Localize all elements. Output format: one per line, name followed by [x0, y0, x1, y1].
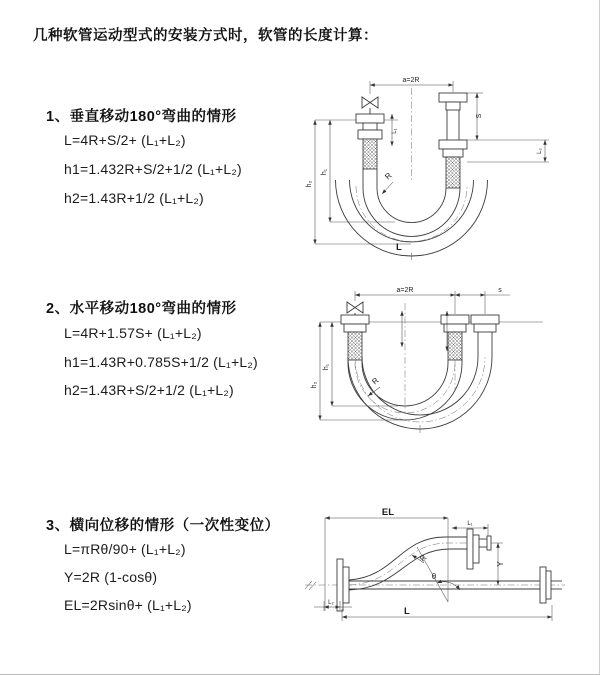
formula-line: EL=2Rsinθ+ (L₁+L₂) — [64, 597, 192, 613]
section-2-heading: 2、水平移动180°弯曲的情形 — [46, 301, 237, 317]
hose-s-curve — [349, 537, 467, 590]
diagram-horizontal-180-bend — [310, 285, 595, 465]
center-tick — [416, 425, 424, 433]
left-fitting — [356, 114, 384, 139]
dim-label-el: EL — [381, 507, 395, 518]
valve-icon — [347, 302, 363, 315]
right-fitting-lower — [439, 140, 467, 157]
hose-braid-right — [446, 157, 460, 188]
diagram-vertical-180-bend — [295, 68, 595, 263]
hose-braid-left — [363, 139, 377, 169]
dim-label-s: s — [498, 287, 502, 294]
section-3-heading: 3、横向位移的情形（一次性变位） — [46, 518, 280, 534]
dim-label-h2: h₂ — [306, 180, 313, 188]
dim-label-theta: θ — [431, 572, 437, 581]
dimension-l — [342, 605, 552, 621]
dim-label-L: L — [396, 242, 402, 253]
formula-line: h2=1.43R+S/2+1/2 (L₁+L₂) — [64, 382, 234, 398]
hose-u-bend — [336, 180, 488, 256]
dim-label-L: L — [404, 606, 410, 617]
dim-label-h1: h₁ — [321, 168, 328, 176]
dim-label-a2r: a=2R — [396, 287, 414, 294]
dim-label-r: R — [418, 553, 429, 564]
dim-label-h2: h₂ — [311, 381, 318, 389]
left-flange — [337, 559, 349, 611]
dimension-a2r — [355, 287, 485, 314]
formula-line: h1=1.432R+S/2+1/2 (L₁+L₂) — [64, 161, 242, 177]
dimension-s — [467, 93, 483, 140]
formula-line: L=πRθ/90+ (L₁+L₂) — [64, 541, 186, 557]
middle-fitting — [441, 315, 469, 332]
hose-braid-middle — [448, 332, 462, 360]
dim-label-r: R — [383, 170, 394, 182]
dimension-l2 — [467, 140, 549, 162]
page-title: 几种软管运动型式的安装方式时，软管的长度计算： — [33, 28, 378, 44]
formula-line: L=4R+1.57S+ (L₁+L₂) — [64, 325, 202, 341]
dimension-y — [491, 543, 505, 585]
radius-callout — [382, 171, 394, 194]
section-1-heading: 1、垂直移动180°弯曲的情形 — [46, 109, 237, 125]
dim-label-r: R — [370, 375, 381, 387]
dim-label-h1: h₁ — [323, 363, 330, 371]
break-symbol — [305, 581, 316, 590]
dim-label-l2: L₂ — [537, 148, 543, 154]
valve-icon — [362, 97, 378, 114]
diagram-lateral-displacement — [300, 505, 595, 645]
dimension-s — [455, 287, 510, 295]
formula-line: Y=2R (1-cosθ) — [64, 569, 158, 585]
hose-braid-left — [348, 332, 362, 360]
formula-line: L=4R+S/2+ (L₁+L₂) — [64, 132, 186, 148]
right-fitting-upper — [439, 93, 467, 110]
radius-callout — [412, 553, 429, 564]
dim-label-l2: L₂ — [328, 600, 334, 606]
dimension-l1 — [392, 114, 398, 146]
dim-label-s: S — [476, 113, 483, 119]
right-fitting — [471, 315, 499, 332]
left-fitting — [341, 315, 369, 332]
dim-label-l1: L₁ — [392, 128, 398, 134]
dim-label-y: Y — [496, 561, 505, 567]
upper-right-flange — [467, 529, 491, 569]
dim-label-l1: L₁ — [467, 521, 473, 527]
dim-label-a2r: a=2R — [402, 77, 420, 84]
formula-line: h2=1.43R+1/2 (L₁+L₂) — [64, 190, 204, 206]
formula-line: h1=1.43R+0.785S+1/2 (L₁+L₂) — [64, 354, 258, 370]
